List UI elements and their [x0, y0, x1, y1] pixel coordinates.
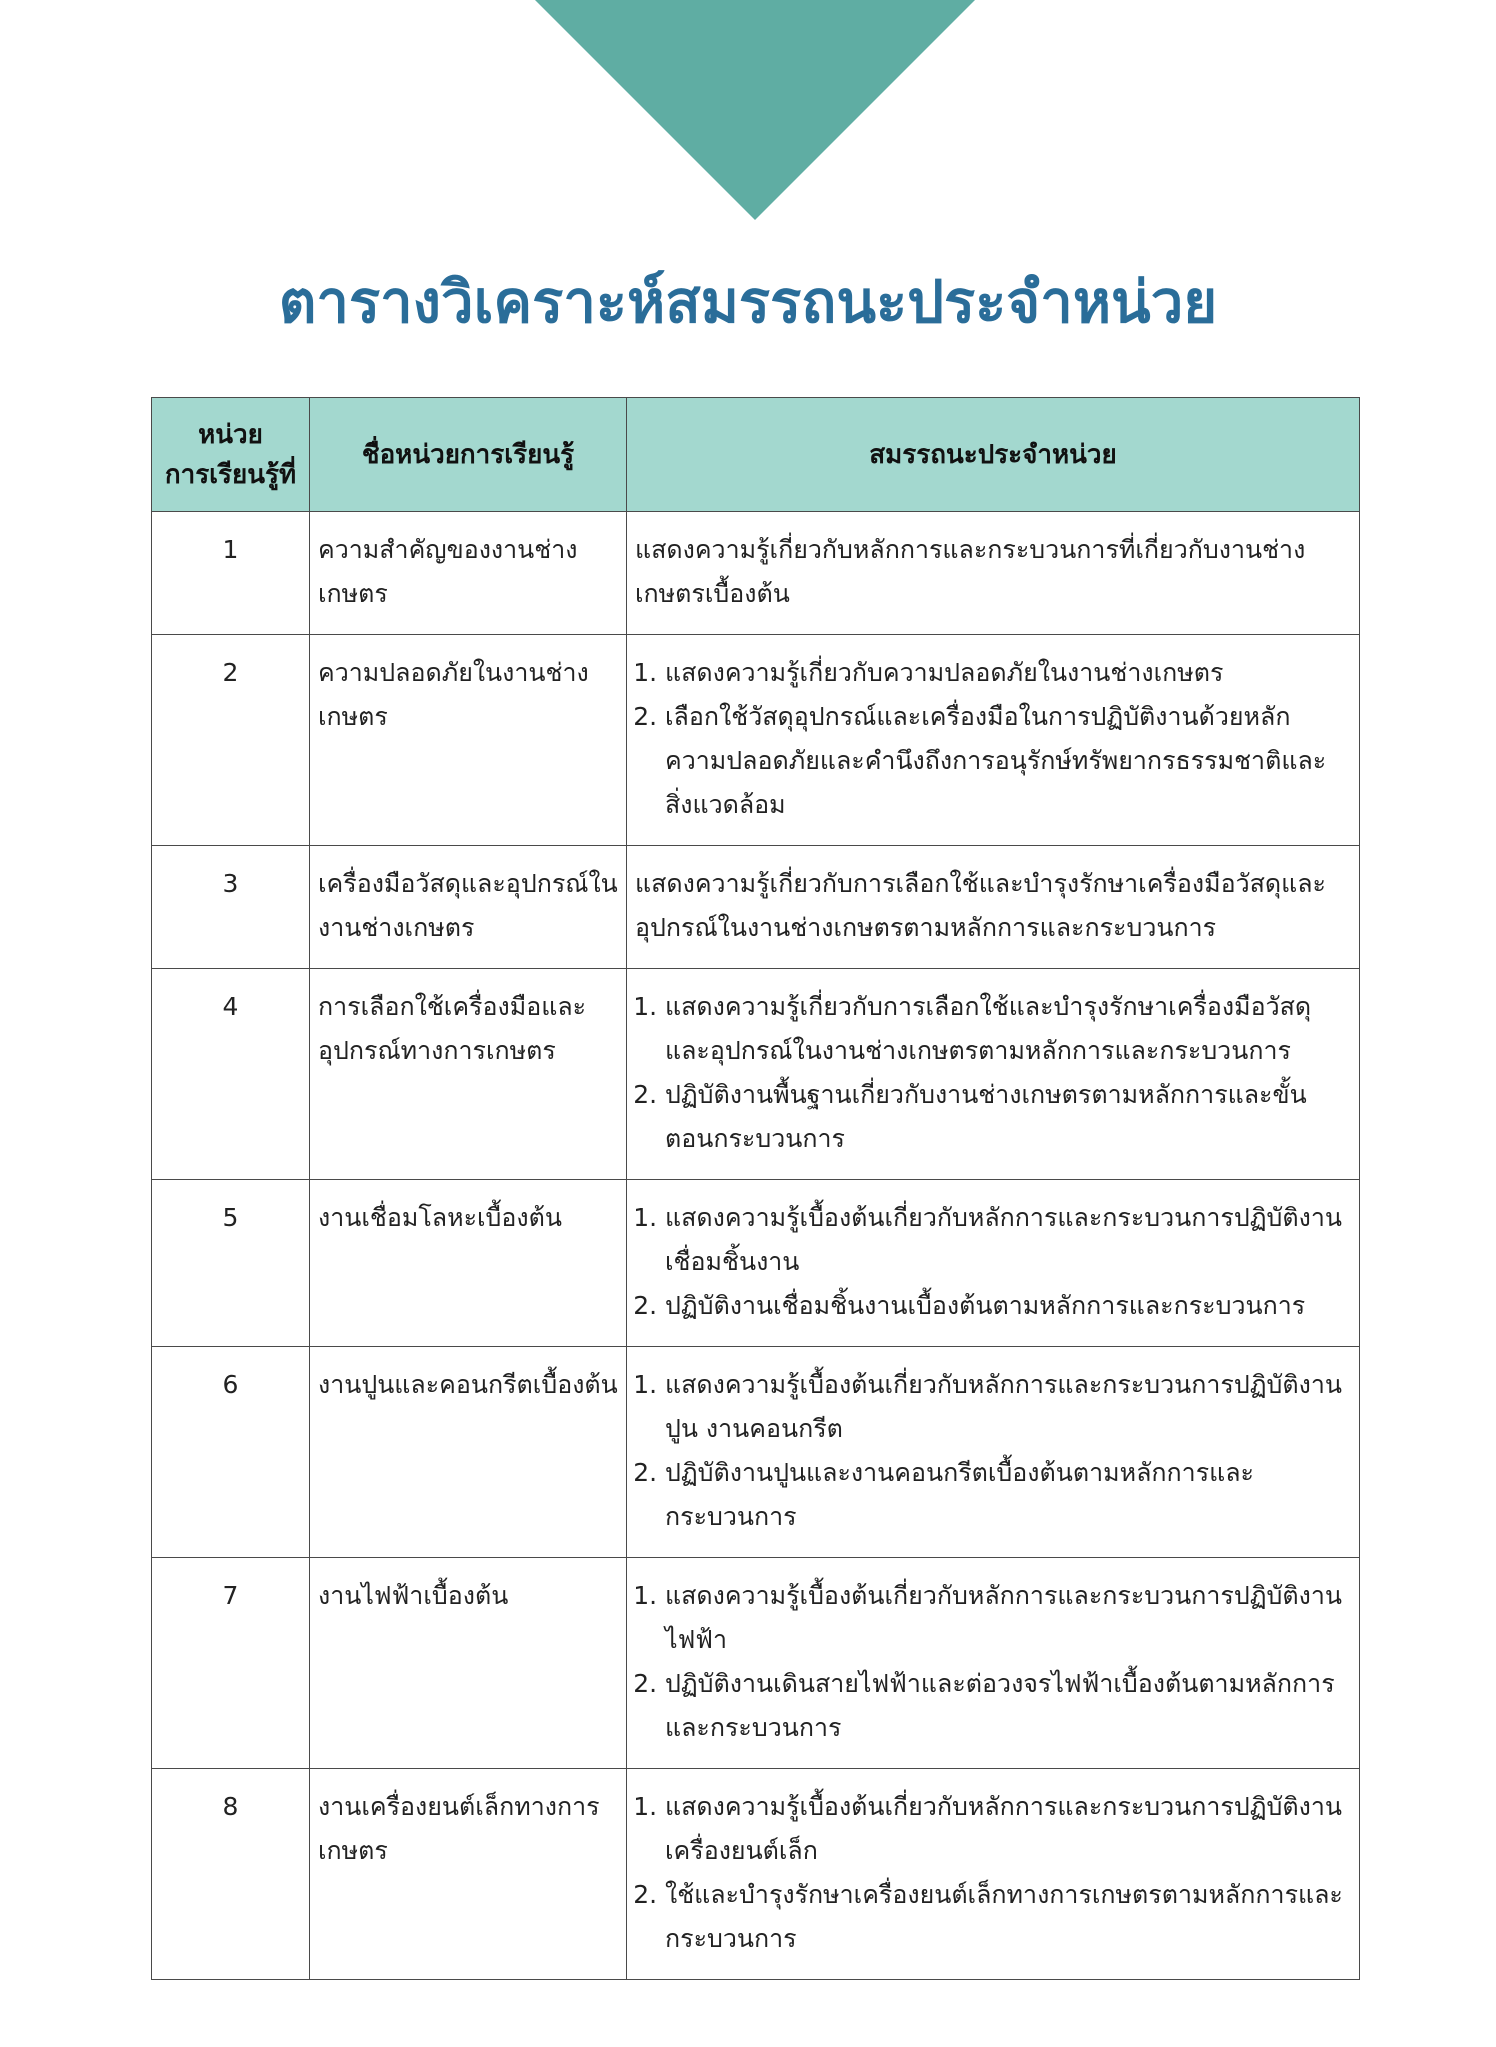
competency-item: 2. ปฏิบัติงานเชื่อมชิ้นงานเบื้องต้นตามหลักการและกระบวนการ	[665, 1284, 1351, 1328]
unit-number: 6	[152, 1347, 310, 1558]
table-body	[152, 512, 1360, 1980]
competency-list	[635, 651, 1351, 827]
competency-item: 1. แสดงความรู้เบื้องต้นเกี่ยวกับหลักการและกระบวนการปฏิบัติงานเครื่องยนต์เล็ก	[665, 1785, 1351, 1873]
unit-name: การเลือกใช้เครื่องมือและอุปกรณ์ทางการเกษตร	[310, 969, 627, 1180]
table-row	[152, 1180, 1360, 1347]
competency-table	[151, 397, 1360, 1980]
unit-name: ความสำคัญของงานช่างเกษตร	[310, 512, 627, 635]
table-row	[152, 969, 1360, 1180]
unit-number: 4	[152, 969, 310, 1180]
unit-number: 7	[152, 1558, 310, 1769]
competency-item: 1. แสดงความรู้เบื้องต้นเกี่ยวกับหลักการและกระบวนการปฏิบัติงานปูน งานคอนกรีต	[665, 1363, 1351, 1451]
table-row	[152, 635, 1360, 846]
unit-name: เครื่องมือวัสดุและอุปกรณ์ในงานช่างเกษตร	[310, 846, 627, 969]
unit-number: 5	[152, 1180, 310, 1347]
competency-text: แสดงความรู้เกี่ยวกับการเลือกใช้และบำรุงรักษาเครื่องมือวัสดุและอุปกรณ์ในงานช่างเกษตรตามหลักการและกระบวนการ	[635, 869, 1326, 942]
header-unit-number-line1: หน่วย	[198, 419, 263, 450]
competency-item: 1. แสดงความรู้เบื้องต้นเกี่ยวกับหลักการและกระบวนการปฏิบัติงานไฟฟ้า	[665, 1574, 1351, 1662]
competency-list	[635, 1363, 1351, 1539]
unit-number: 8	[152, 1769, 310, 1980]
header-unit-number	[152, 398, 310, 512]
unit-competency	[627, 1180, 1360, 1347]
unit-number: 2	[152, 635, 310, 846]
unit-competency	[627, 969, 1360, 1180]
competency-item: 2. เลือกใช้วัสดุอุปกรณ์และเครื่องมือในการปฏิบัติงานด้วยหลักความปลอดภัยและคำนึงถึงการอนุรักษ์ทรัพยากรธรรมชาติและสิ่งแวดล้อม	[665, 695, 1351, 827]
competency-item: 1. แสดงความรู้เกี่ยวกับการเลือกใช้และบำรุงรักษาเครื่องมือวัสดุและอุปกรณ์ในงานช่างเกษตรตามหลักการและกระบวนการ	[665, 985, 1351, 1073]
unit-competency	[627, 635, 1360, 846]
unit-number: 3	[152, 846, 310, 969]
competency-list	[635, 985, 1351, 1161]
unit-competency	[627, 1769, 1360, 1980]
table-row	[152, 1558, 1360, 1769]
table-row	[152, 512, 1360, 635]
unit-name: ความปลอดภัยในงานช่างเกษตร	[310, 635, 627, 846]
unit-number: 1	[152, 512, 310, 635]
table-row	[152, 846, 1360, 969]
header-unit-name: ชื่อหน่วยการเรียนรู้	[310, 398, 627, 512]
unit-name: งานไฟฟ้าเบื้องต้น	[310, 1558, 627, 1769]
competency-item: 2. ปฏิบัติงานปูนและงานคอนกรีตเบื้องต้นตามหลักการและกระบวนการ	[665, 1451, 1351, 1539]
page-title: ตารางวิเคราะห์สมรรถนะประจำหน่วย	[278, 268, 1218, 336]
unit-name: งานเครื่องยนต์เล็กทางการเกษตร	[310, 1769, 627, 1980]
table-row	[152, 1347, 1360, 1558]
competency-list	[635, 1196, 1351, 1328]
decorative-triangle	[535, 0, 975, 220]
header-unit-number-line2: การเรียนรู้ที่	[164, 459, 297, 490]
competency-list	[635, 1785, 1351, 1961]
unit-competency	[627, 846, 1360, 969]
table-header-row	[152, 398, 1360, 512]
unit-name: งานเชื่อมโลหะเบื้องต้น	[310, 1180, 627, 1347]
table-row	[152, 1769, 1360, 1980]
competency-list	[635, 1574, 1351, 1750]
competency-text: แสดงความรู้เกี่ยวกับหลักการและกระบวนการที่เกี่ยวกับงานช่างเกษตรเบื้องต้น	[635, 535, 1306, 608]
competency-item: 2. ปฏิบัติงานพื้นฐานเกี่ยวกับงานช่างเกษตรตามหลักการและขั้นตอนกระบวนการ	[665, 1073, 1351, 1161]
unit-competency	[627, 512, 1360, 635]
header-competency: สมรรถนะประจำหน่วย	[627, 398, 1360, 512]
unit-competency	[627, 1347, 1360, 1558]
unit-name: งานปูนและคอนกรีตเบื้องต้น	[310, 1347, 627, 1558]
competency-item: 1. แสดงความรู้เบื้องต้นเกี่ยวกับหลักการและกระบวนการปฏิบัติงานเชื่อมชิ้นงาน	[665, 1196, 1351, 1284]
competency-item: 2. ใช้และบำรุงรักษาเครื่องยนต์เล็กทางการเกษตรตามหลักการและกระบวนการ	[665, 1873, 1351, 1961]
unit-competency	[627, 1558, 1360, 1769]
competency-item: 1. แสดงความรู้เกี่ยวกับความปลอดภัยในงานช่างเกษตร	[665, 651, 1351, 695]
competency-item: 2. ปฏิบัติงานเดินสายไฟฟ้าและต่อวงจรไฟฟ้าเบื้องต้นตามหลักการและกระบวนการ	[665, 1662, 1351, 1750]
